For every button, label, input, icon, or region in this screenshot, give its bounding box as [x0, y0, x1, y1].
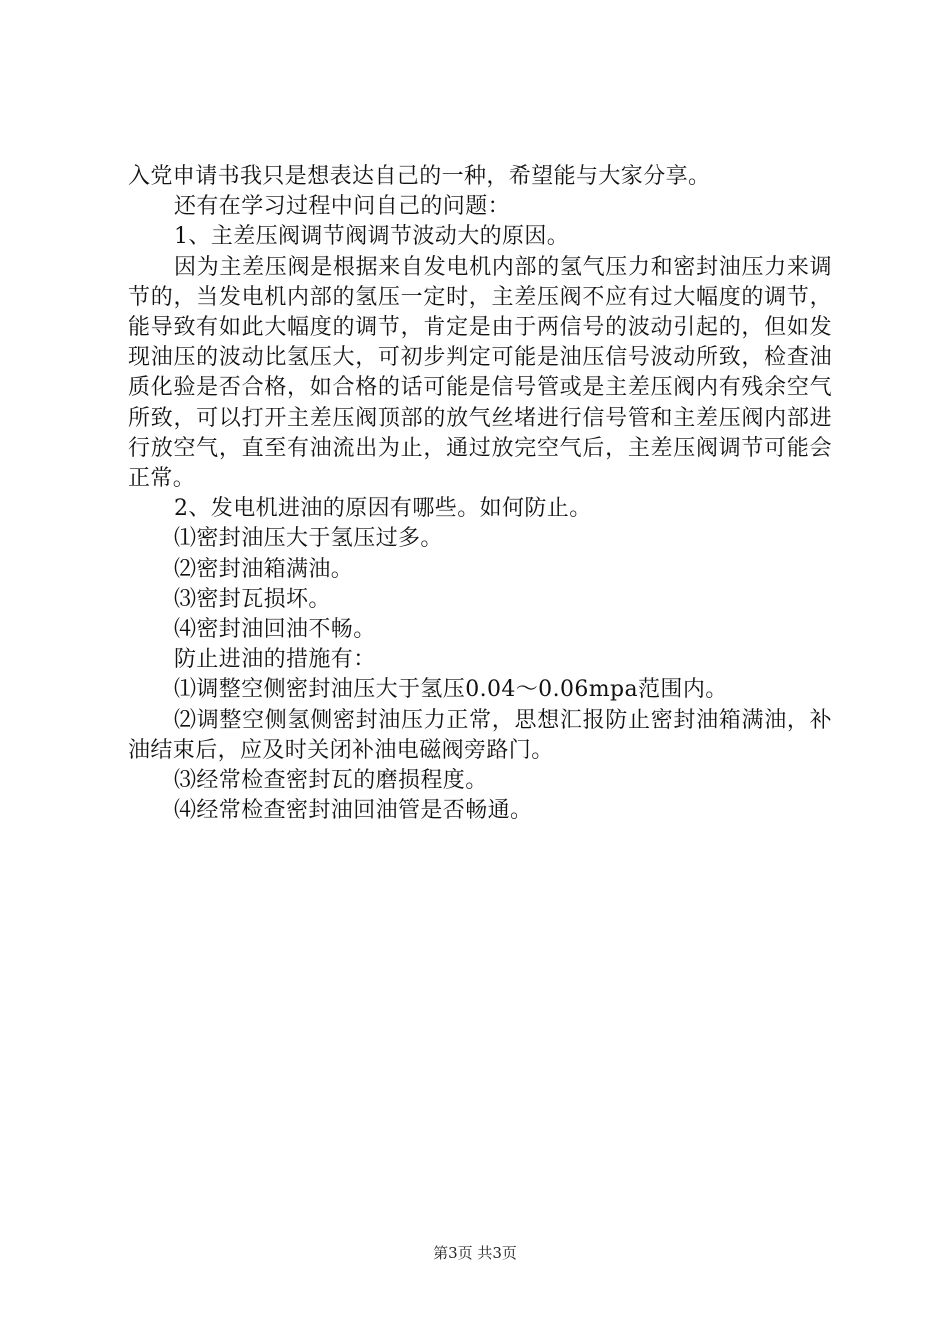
- measure-item-2: ⑵调整空侧氢侧密封油压力正常，思想汇报防止密封油箱满油，补油结束后，应及时关闭补油电磁阀旁路门。: [128, 707, 832, 763]
- cause-item-3: ⑶密封瓦损坏。: [174, 586, 331, 612]
- cause-item-2: ⑵密封油箱满油。: [174, 556, 354, 582]
- question-2-heading: 2、发电机进油的原因有哪些。如何防止。: [174, 496, 592, 522]
- measure-item-4: ⑷经常检查密封油回油管是否畅通。: [174, 798, 533, 824]
- document-body: [128, 162, 832, 826]
- measures-heading: 防止进油的措施有：: [174, 647, 376, 673]
- page-number-footer: 第3页 共3页: [433, 1244, 517, 1262]
- question-1-answer: 因为主差压阀是根据来自发电机内部的氢气压力和密封油压力来调节的，当发电机内部的氢压一定时，主差压阀不应有过大幅度的调节，能导致有如此大幅度的调节，肯定是由于两信号的波动引起的，但如发现油压的波动比氢压大，可初步判定可能是油压信号波动所致，检查油质化验是否合格，如合格的话可能是信号管或是主差压阀内有残余空气所致，可以打开主差压阀顶部的放气丝堵进行信号管和主差压阀内部进行放空气，直至有油流出为止，通过放完空气后，主差压阀调节可能会正常。: [128, 254, 832, 492]
- question-1-heading: 1、主差压阀调节阀调节波动大的原因。: [174, 224, 570, 250]
- measure-item-3: ⑶经常检查密封瓦的磨损程度。: [174, 768, 488, 794]
- paragraph-questions-heading: 还有在学习过程中问自己的问题：: [174, 194, 511, 220]
- paragraph-intro: 入党申请书我只是想表达自己的一种，希望能与大家分享。: [128, 164, 711, 189]
- measure-item-1: ⑴调整空侧密封油压大于氢压0.04～0.06mpa范围内。: [174, 677, 728, 703]
- cause-item-1: ⑴密封油压大于氢压过多。: [174, 526, 443, 552]
- cause-item-4: ⑷密封油回油不畅。: [174, 617, 376, 643]
